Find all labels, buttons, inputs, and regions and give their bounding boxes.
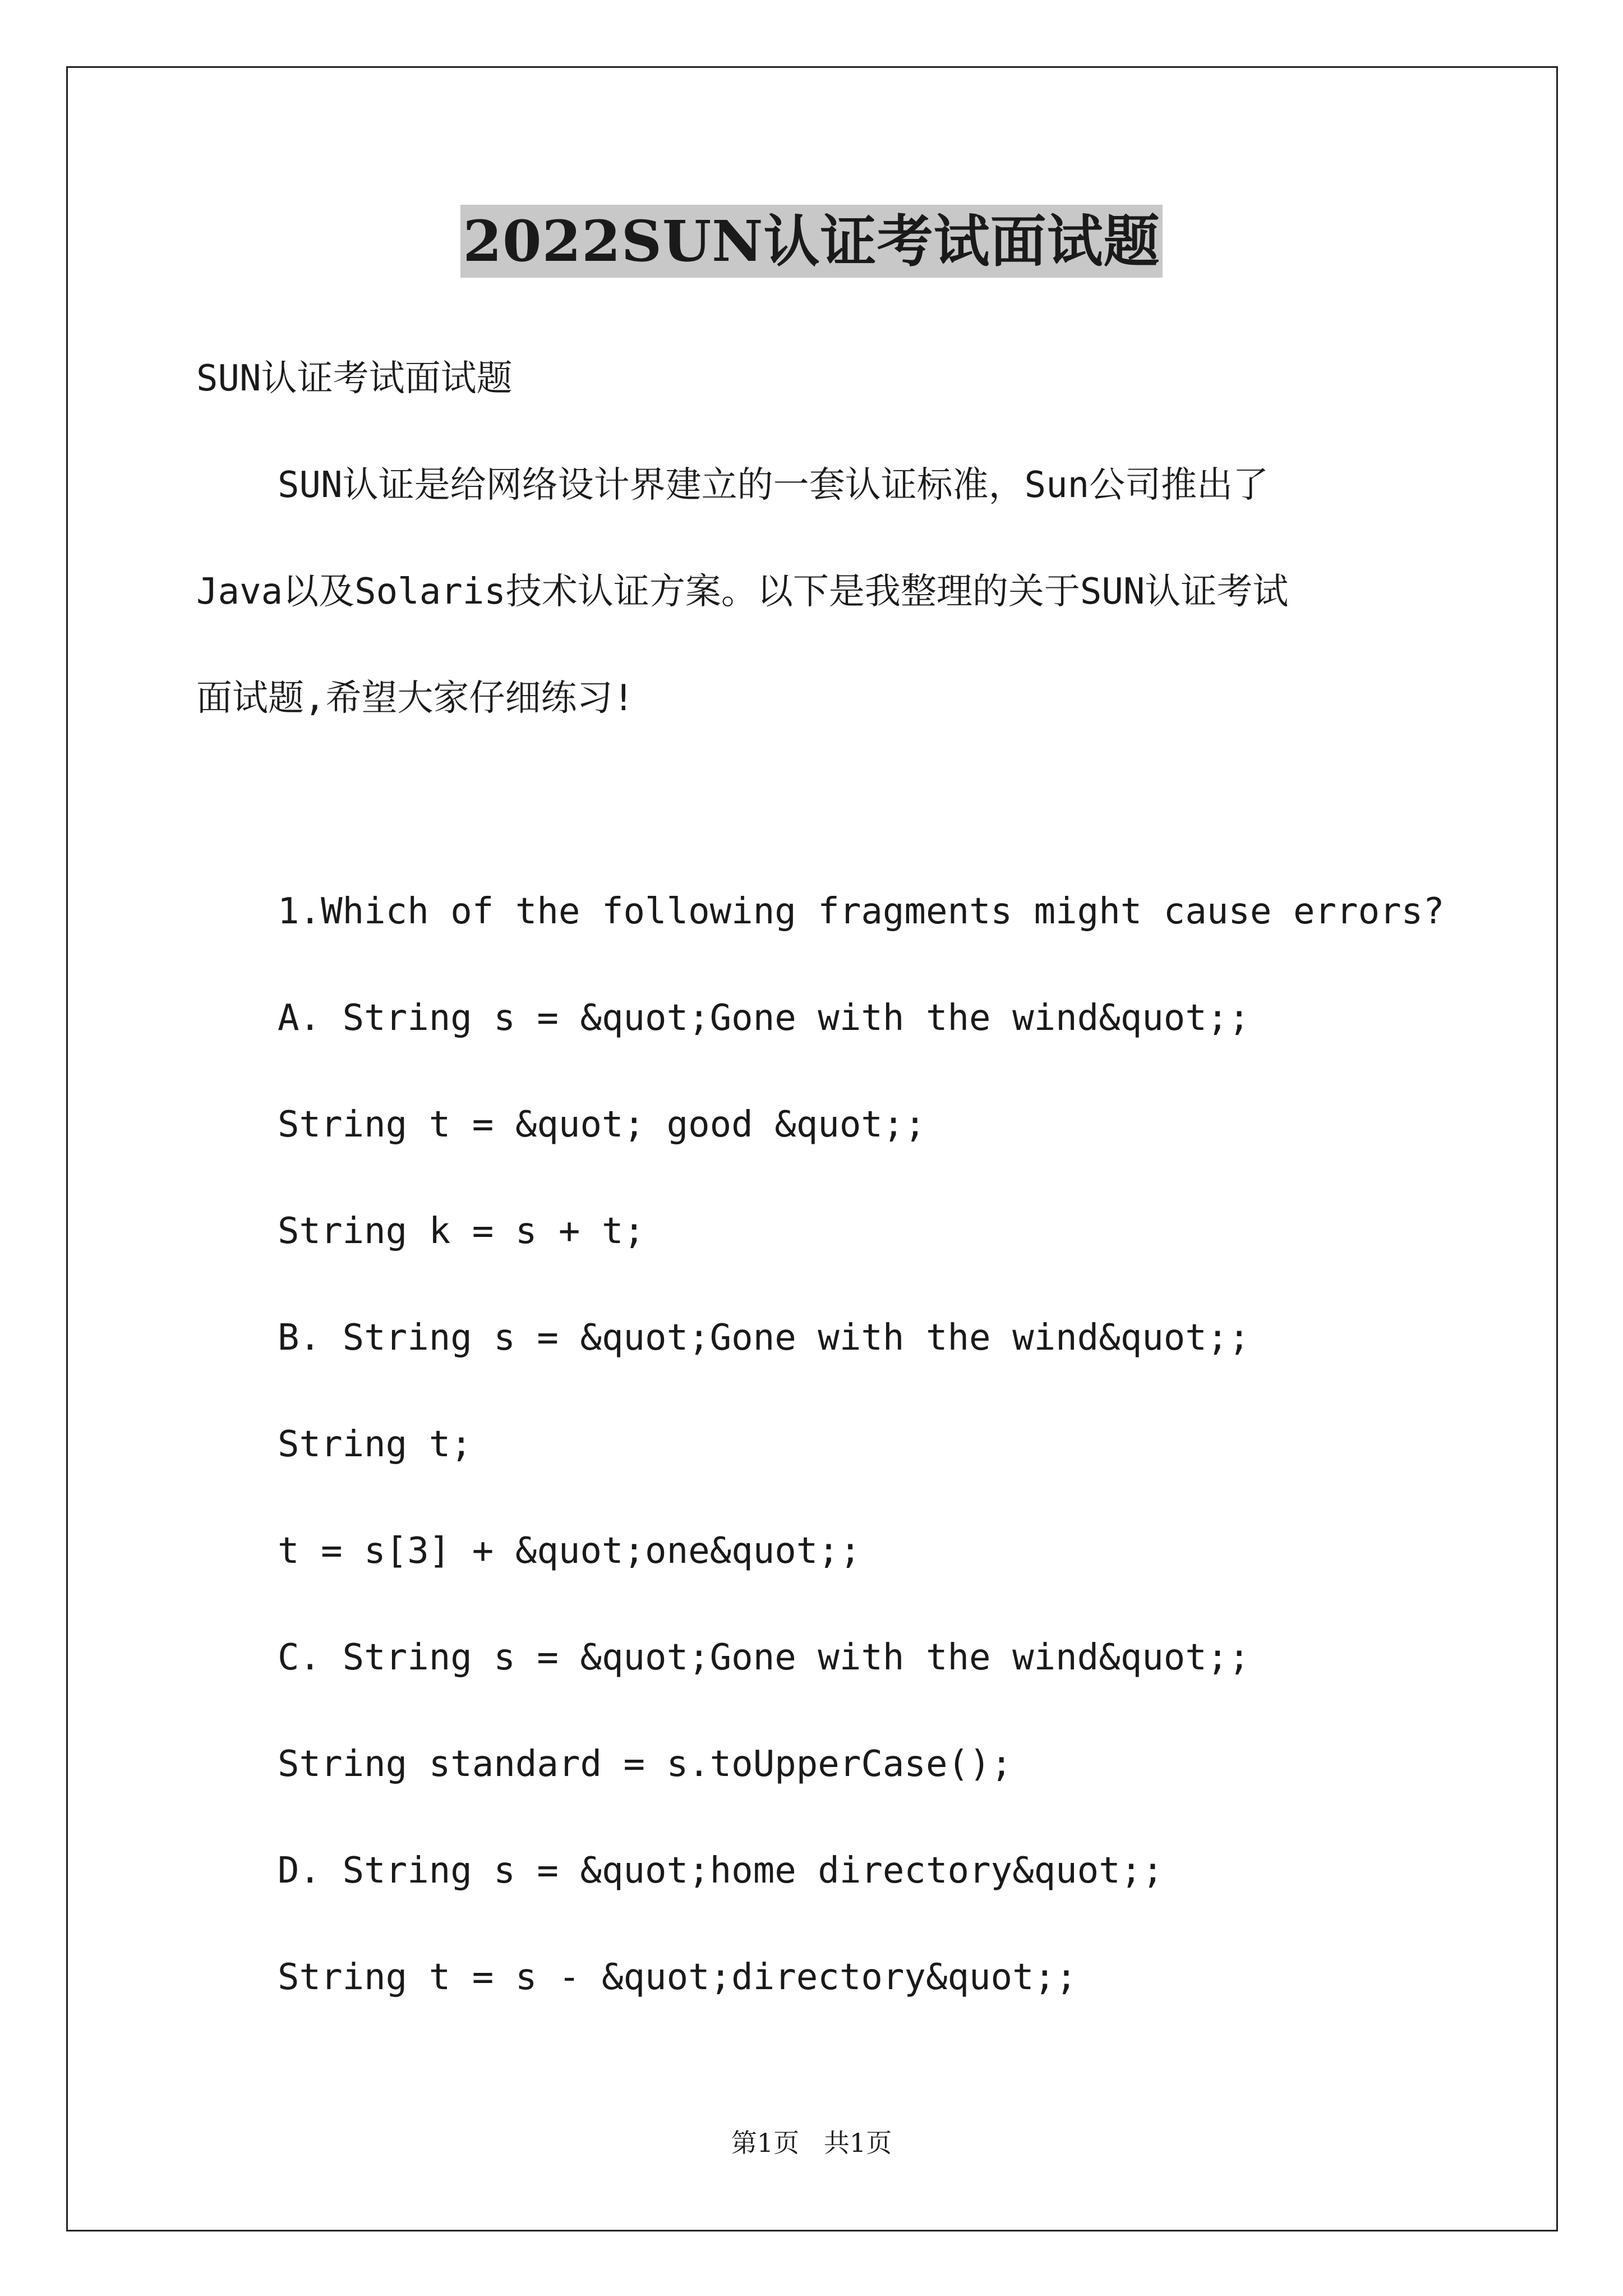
document-subtitle: SUN认证考试面试题 [196, 358, 513, 399]
code-line: A. String s = &quot;Gone with the wind&quot;; [278, 997, 1250, 1039]
code-line: C. String s = &quot;Gone with the wind&quot;; [278, 1637, 1250, 1678]
code-line: String k = s + t; [278, 1211, 645, 1252]
page-footer: 第1页 共1页 [731, 2128, 892, 2158]
code-line: String t; [278, 1424, 472, 1465]
code-line: String standard = s.toUpperCase(); [278, 1743, 1013, 1785]
code-line: String t = &quot; good &quot;; [278, 1104, 926, 1145]
code-line: t = s[3] + &quot;one&quot;; [278, 1530, 861, 1572]
code-line: String t = s - &quot;directory&quot;; [278, 1957, 1077, 1998]
question-prompt: 1.Which of the following fragments might cause errors? [278, 891, 1445, 932]
code-line: B. String s = &quot;Gone with the wind&quot;; [278, 1317, 1250, 1359]
document-title: 2022SUN认证考试面试题 [460, 205, 1162, 278]
title-container [0, 205, 1623, 278]
code-line: D. String s = &quot;home directory&quot;; [278, 1850, 1164, 1892]
intro-line-3: 面试题,希望大家仔细练习! [196, 678, 635, 719]
intro-line-2: Java以及Solaris技术认证方案。以下是我整理的关于SUN认证考试 [196, 571, 1289, 613]
intro-line-1: SUN认证是给网络设计界建立的一套认证标准，Sun公司推出了 [278, 464, 1269, 506]
